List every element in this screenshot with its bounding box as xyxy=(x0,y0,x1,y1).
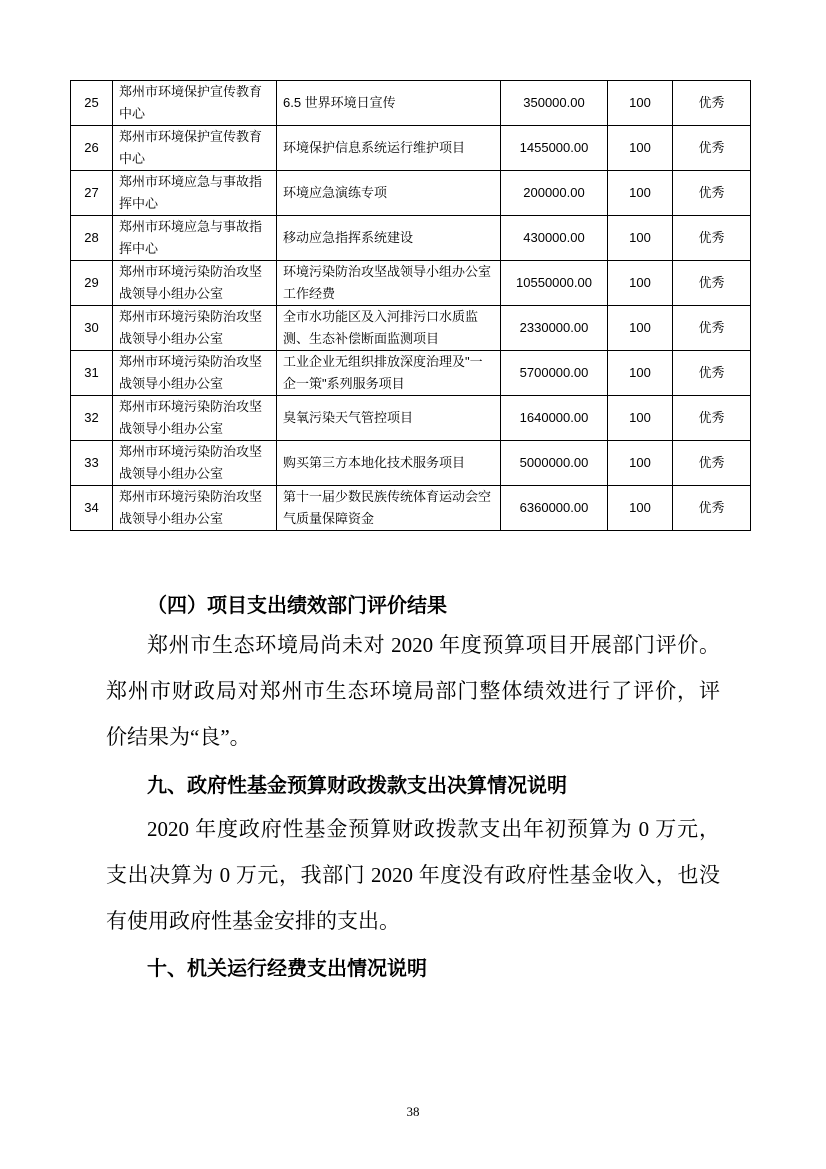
cell-grade: 优秀 xyxy=(673,216,751,261)
cell-row-number: 31 xyxy=(71,351,113,396)
cell-unit-name: 郑州市环境污染防治攻坚战领导小组办公室 xyxy=(113,306,277,351)
paragraph-line: 郑州市财政局对郑州市生态环境局部门整体绩效进行了评价，评 xyxy=(106,679,720,703)
section-9-paragraph xyxy=(106,806,720,944)
cell-row-number: 25 xyxy=(71,81,113,126)
cell-project-name: 工业企业无组织排放深度治理及"一企一策"系列服务项目 xyxy=(277,351,501,396)
cell-amount: 6360000.00 xyxy=(501,486,608,531)
cell-grade: 优秀 xyxy=(673,81,751,126)
table-row xyxy=(71,81,751,126)
table-row xyxy=(71,171,751,216)
cell-grade: 优秀 xyxy=(673,261,751,306)
page-number: 38 xyxy=(406,1104,420,1119)
cell-unit-name: 郑州市环境应急与事故指挥中心 xyxy=(113,216,277,261)
cell-row-number: 26 xyxy=(71,126,113,171)
cell-grade: 优秀 xyxy=(673,486,751,531)
cell-unit-name: 郑州市环境污染防治攻坚战领导小组办公室 xyxy=(113,486,277,531)
cell-amount: 1640000.00 xyxy=(501,396,608,441)
cell-grade: 优秀 xyxy=(673,441,751,486)
cell-score: 100 xyxy=(608,351,673,396)
cell-project-name: 第十一届少数民族传统体育运动会空气质量保障资金 xyxy=(277,486,501,531)
table-row xyxy=(71,261,751,306)
table-row xyxy=(71,441,751,486)
table-row xyxy=(71,216,751,261)
cell-grade: 优秀 xyxy=(673,351,751,396)
cell-project-name: 6.5 世界环境日宣传 xyxy=(277,81,501,126)
table-row xyxy=(71,306,751,351)
cell-unit-name: 郑州市环境污染防治攻坚战领导小组办公室 xyxy=(113,396,277,441)
cell-amount: 430000.00 xyxy=(501,216,608,261)
cell-amount: 5700000.00 xyxy=(501,351,608,396)
cell-unit-name: 郑州市环境污染防治攻坚战领导小组办公室 xyxy=(113,351,277,396)
cell-score: 100 xyxy=(608,261,673,306)
cell-project-name: 移动应急指挥系统建设 xyxy=(277,216,501,261)
cell-unit-name: 郑州市环境污染防治攻坚战领导小组办公室 xyxy=(113,441,277,486)
cell-amount: 1455000.00 xyxy=(501,126,608,171)
cell-row-number: 33 xyxy=(71,441,113,486)
cell-score: 100 xyxy=(608,81,673,126)
cell-score: 100 xyxy=(608,171,673,216)
cell-row-number: 27 xyxy=(71,171,113,216)
project-evaluation-table xyxy=(70,80,751,531)
cell-row-number: 28 xyxy=(71,216,113,261)
cell-grade: 优秀 xyxy=(673,306,751,351)
section-10-heading: 十、机关运行经费支出情况说明 xyxy=(147,956,427,980)
cell-grade: 优秀 xyxy=(673,126,751,171)
cell-score: 100 xyxy=(608,396,673,441)
section-4-heading: （四）项目支出绩效部门评价结果 xyxy=(147,593,447,617)
cell-unit-name: 郑州市环境污染防治攻坚战领导小组办公室 xyxy=(113,261,277,306)
cell-row-number: 30 xyxy=(71,306,113,351)
cell-row-number: 34 xyxy=(71,486,113,531)
paragraph-line: 有使用政府性基金安排的支出。 xyxy=(106,909,400,933)
cell-project-name: 购买第三方本地化技术服务项目 xyxy=(277,441,501,486)
paragraph-line: 支出决算为 0 万元，我部门 2020 年度没有政府性基金收入，也没 xyxy=(106,863,720,887)
cell-project-name: 臭氧污染天气管控项目 xyxy=(277,396,501,441)
table-row xyxy=(71,351,751,396)
cell-amount: 10550000.00 xyxy=(501,261,608,306)
paragraph-line: 价结果为“良”。 xyxy=(106,725,251,749)
paragraph-line: 郑州市生态环境局尚未对 2020 年度预算项目开展部门评价。 xyxy=(147,633,720,657)
cell-unit-name: 郑州市环境保护宣传教育中心 xyxy=(113,126,277,171)
cell-unit-name: 郑州市环境应急与事故指挥中心 xyxy=(113,171,277,216)
table-row xyxy=(71,486,751,531)
cell-row-number: 29 xyxy=(71,261,113,306)
cell-score: 100 xyxy=(608,126,673,171)
cell-grade: 优秀 xyxy=(673,396,751,441)
cell-project-name: 全市水功能区及入河排污口水质监测、生态补偿断面监测项目 xyxy=(277,306,501,351)
cell-unit-name: 郑州市环境保护宣传教育中心 xyxy=(113,81,277,126)
table-row xyxy=(71,396,751,441)
table-row xyxy=(71,126,751,171)
cell-row-number: 32 xyxy=(71,396,113,441)
cell-amount: 200000.00 xyxy=(501,171,608,216)
cell-amount: 5000000.00 xyxy=(501,441,608,486)
paragraph-line: 2020 年度政府性基金预算财政拨款支出年初预算为 0 万元， xyxy=(147,817,720,841)
cell-project-name: 环境应急演练专项 xyxy=(277,171,501,216)
cell-score: 100 xyxy=(608,486,673,531)
cell-project-name: 环境保护信息系统运行维护项目 xyxy=(277,126,501,171)
section-4-paragraph xyxy=(106,622,720,760)
cell-project-name: 环境污染防治攻坚战领导小组办公室工作经费 xyxy=(277,261,501,306)
cell-amount: 350000.00 xyxy=(501,81,608,126)
cell-amount: 2330000.00 xyxy=(501,306,608,351)
cell-score: 100 xyxy=(608,216,673,261)
cell-grade: 优秀 xyxy=(673,171,751,216)
cell-score: 100 xyxy=(608,441,673,486)
cell-score: 100 xyxy=(608,306,673,351)
section-9-heading: 九、政府性基金预算财政拨款支出决算情况说明 xyxy=(147,773,567,797)
